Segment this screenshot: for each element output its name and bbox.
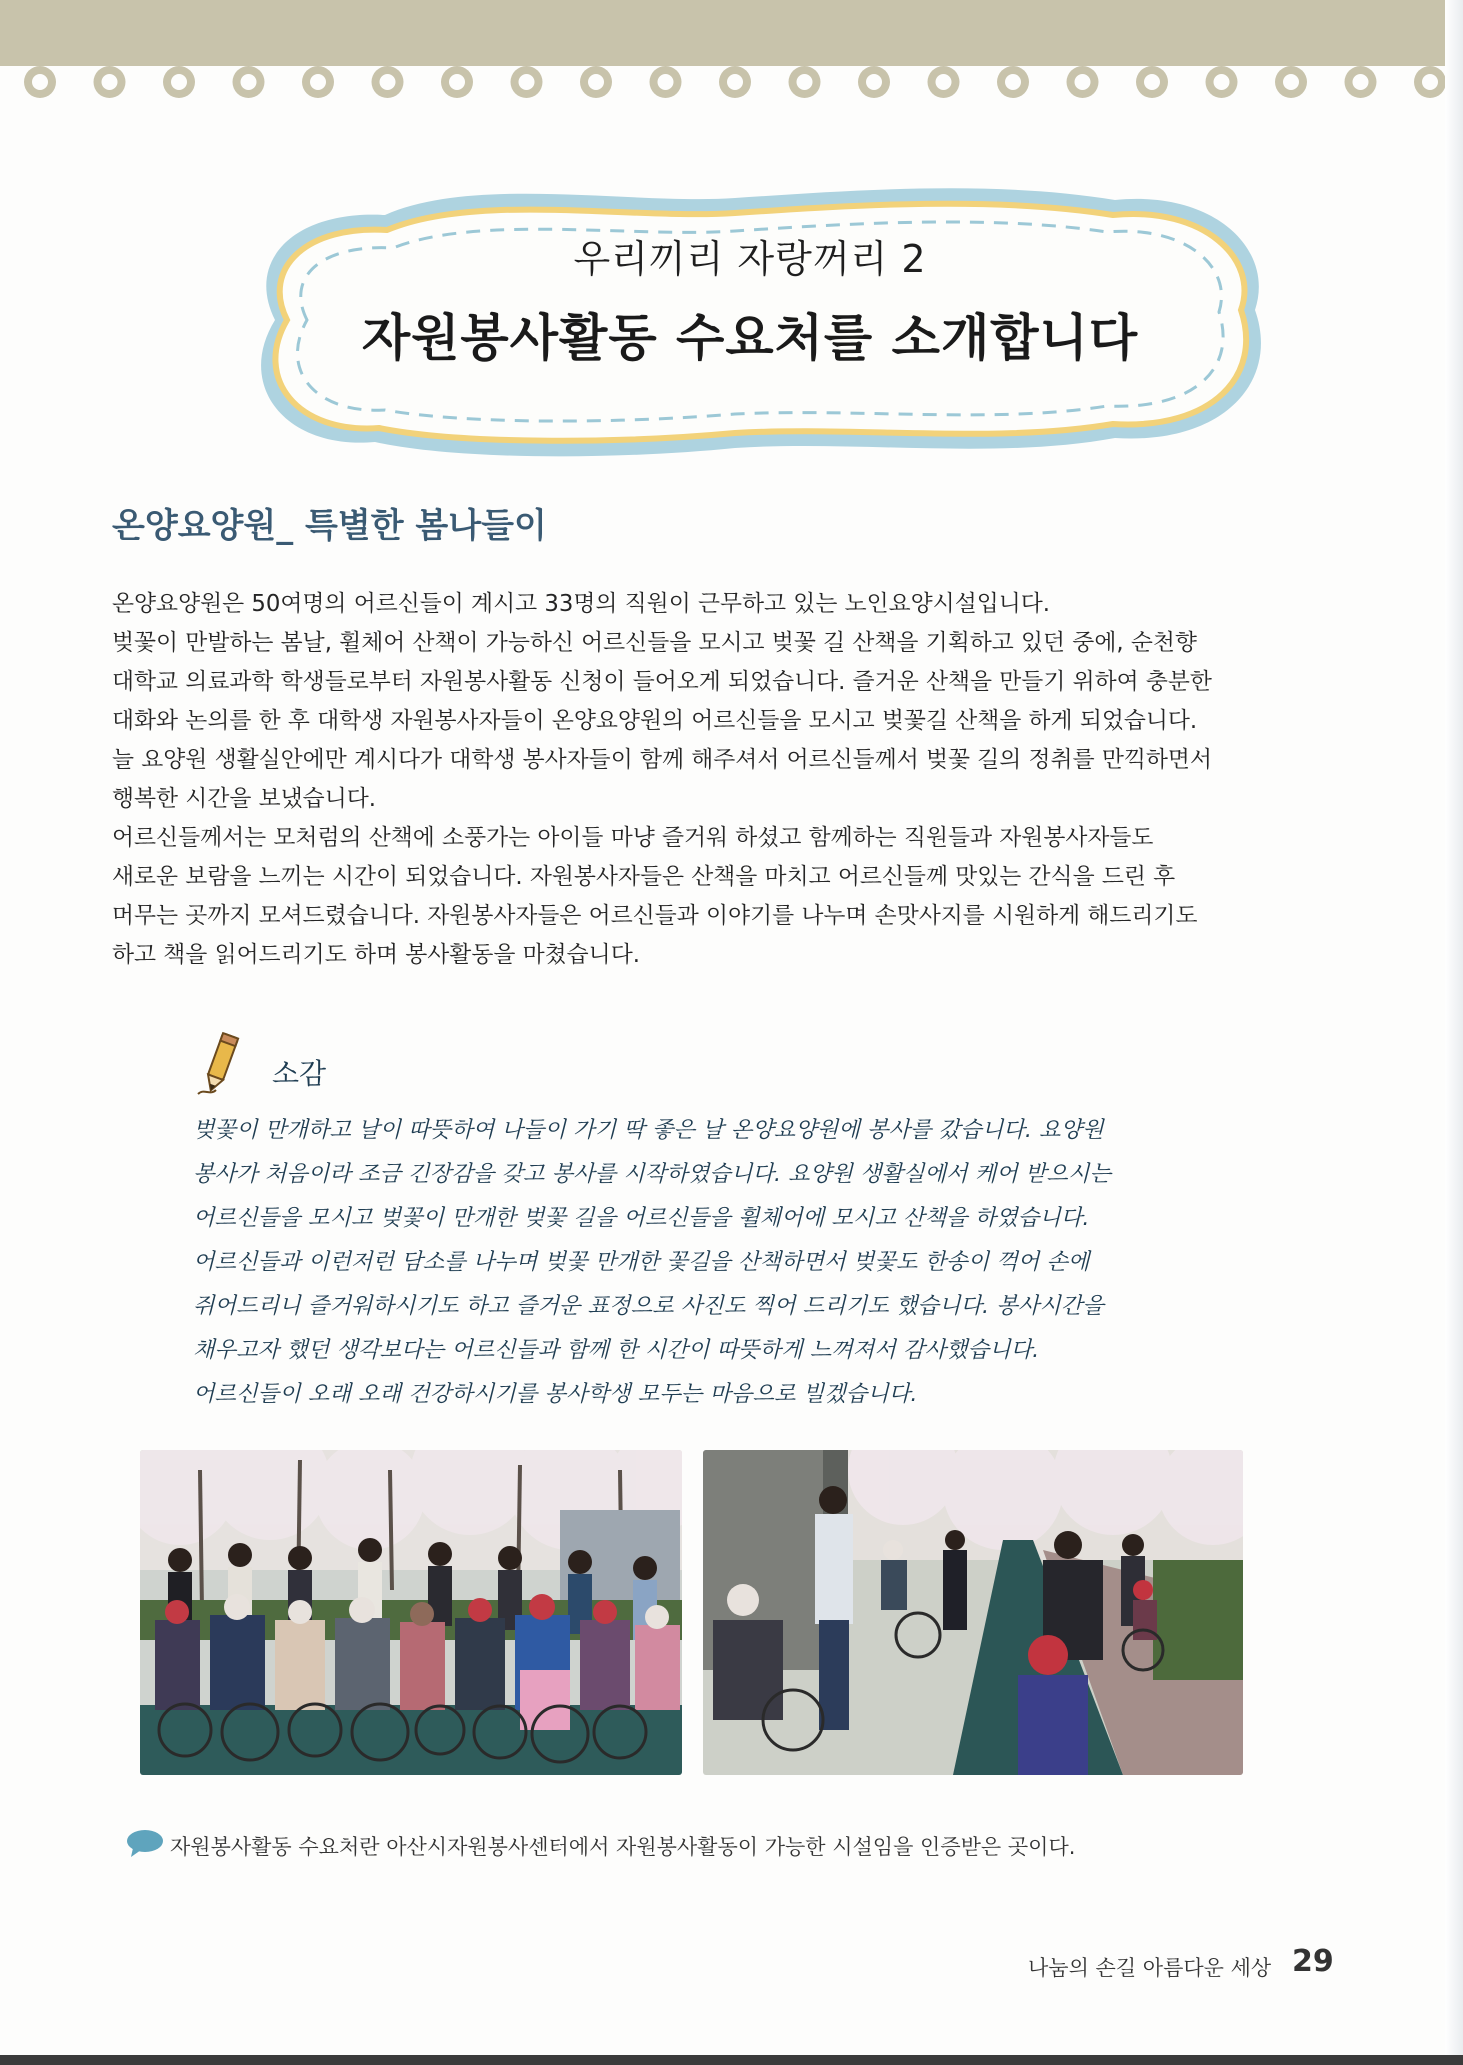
body-line: 행복한 시간을 보냈습니다. [112,786,376,812]
section-heading: 온양요양원_ 특별한 봄나들이 [112,506,547,546]
body-line: 온양요양원은 50여명의 어르신들이 계시고 33명의 직원이 근무하고 있는 노인요양시설입니다. [112,591,1051,617]
binding-ring [441,66,473,98]
footer-title: 나눔의 손길 아름다운 세상 [1028,1956,1272,1980]
header-kicker: 우리끼리 자랑꺼리 2 [573,237,927,281]
impression-line: 어르신들이 오래 오래 건강하시기를 봉사학생 모두는 마음으로 빌겠습니다. [193,1381,918,1407]
impression-line: 벚꽃이 만개하고 날이 따뜻하여 나들이 가기 딱 좋은 날 온양요양원에 봉사를 갔습니다. 요양원 [193,1117,1104,1143]
impression-line: 어르신들을 모시고 벚꽃이 만개한 벚꽃 길을 어르신들을 휠체어에 모시고 산책을 하였습니다. [193,1205,1090,1231]
binding-ring [511,66,543,98]
binding-ring [372,66,404,98]
impression-line: 봉사가 처음이라 조금 긴장감을 갖고 봉사를 시작하였습니다. 요양원 생활실에서 케어 받으시는 [193,1161,1111,1187]
body-line: 대학교 의료과학 학생들로부터 자원봉사활동 신청이 들어오게 되었습니다. 즐거운 산책을 만들기 위하여 충분한 [112,669,1212,695]
spiral-binding [0,0,1463,120]
binding-ring [163,66,195,98]
binding-ring [302,66,334,98]
binding-rings [0,0,1463,120]
page-edge-shadow [1445,0,1463,2065]
body-line: 새로운 보람을 느끼는 시간이 되었습니다. 자원봉사자들은 산책을 마치고 어르신들께 맛있는 간식을 드린 후 [112,864,1176,890]
pencil-icon [190,1030,250,1100]
binding-ring [858,66,890,98]
binding-ring [580,66,612,98]
binding-ring [1206,66,1238,98]
binding-ring [997,66,1029,98]
article-body [112,585,1322,975]
photo-group-walk [140,1450,682,1775]
page-number: 29 [1292,1944,1334,1979]
body-line: 머무는 곳까지 모셔드렸습니다. 자원봉사자들은 어르신들과 이야기를 나누며 손맛사지를 시원하게 해드리기도 [112,903,1198,929]
speech-bubble-icon [125,1828,165,1858]
impressions-heading: 소감 [272,1057,327,1090]
binding-ring [1136,66,1168,98]
impressions-text [193,1108,1253,1416]
page-title: 자원봉사활동 수요처를 소개합니다 [361,309,1139,367]
impression-line: 어르신들과 이런저런 담소를 나누며 벚꽃 만개한 꽃길을 산책하면서 벚꽃도 한송이 꺽어 손에 [193,1249,1090,1275]
binding-ring [94,66,126,98]
binding-ring [233,66,265,98]
body-line: 벚꽃이 만발하는 봄날, 휠체어 산책이 가능하신 어르신들을 모시고 벚꽃 길 산책을 기획하고 있던 중에, 순천향 [112,630,1197,656]
body-line: 늘 요양원 생활실안에만 계시다가 대학생 봉사자들이 함께 해주셔서 어르신들께서 벚꽃 길의 정취를 만끽하면서 [112,747,1212,773]
binding-ring [650,66,682,98]
binding-ring [1067,66,1099,98]
binding-ring [928,66,960,98]
footnote: 자원봉사활동 수요처란 아산시자원봉사센터에서 자원봉사활동이 가능한 시설임을 인증받은 곳이다. [170,1835,1076,1859]
binding-ring [24,66,56,98]
binding-ring [719,66,751,98]
body-line: 하고 책을 읽어드리기도 하며 봉사활동을 마쳤습니다. [112,942,640,968]
scan-bottom-edge [0,2055,1463,2065]
body-line: 어르신들께서는 모처럼의 산책에 소풍가는 아이들 마냥 즐거워 하셨고 함께하는 직원들과 자원봉사자들도 [112,825,1154,851]
binding-ring [1414,66,1446,98]
photo-path-walk [703,1450,1243,1775]
impression-line: 채우고자 했던 생각보다는 어르신들과 함께 한 시간이 따뜻하게 느껴져서 감사했습니다. [193,1337,1040,1363]
binding-ring [1275,66,1307,98]
impression-line: 쥐어드리니 즐거워하시기도 하고 즐거운 표정으로 사진도 찍어 드리기도 했습니다. 봉사시간을 [193,1293,1104,1319]
binding-ring [1345,66,1377,98]
body-line: 대화와 논의를 한 후 대학생 자원봉사자들이 온양요양원의 어르신들을 모시고 벚꽃길 산책을 하게 되었습니다. [112,708,1198,734]
binding-ring [789,66,821,98]
